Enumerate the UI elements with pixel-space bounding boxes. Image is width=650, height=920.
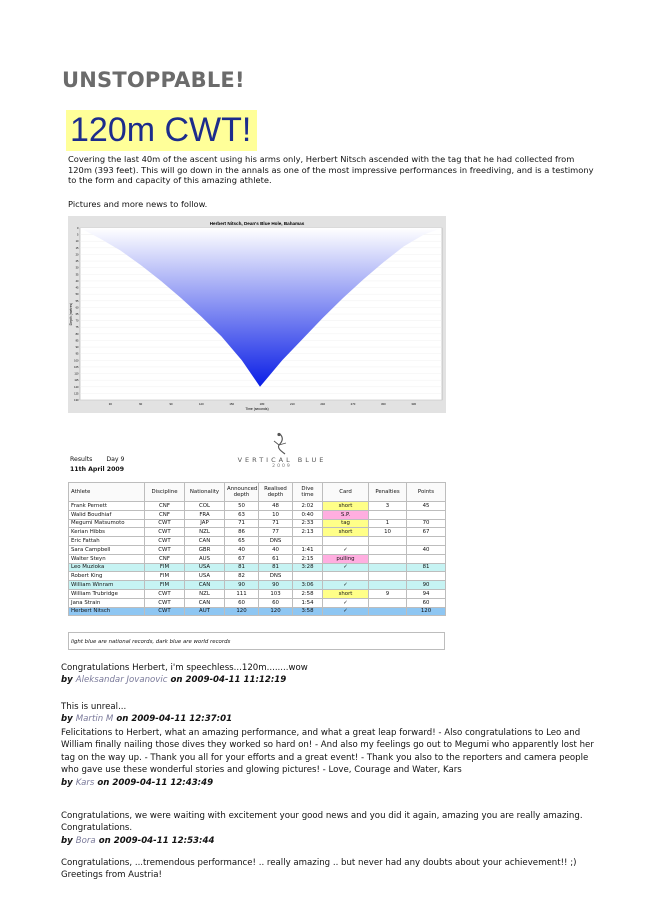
y-tick-label: 35 xyxy=(75,273,79,277)
cell-discipline: CWT xyxy=(145,537,185,546)
comment xyxy=(61,857,601,882)
cell-athlete: Megumi Matsumoto xyxy=(69,519,145,528)
cell-penalties xyxy=(369,598,407,607)
cell-points xyxy=(407,510,446,519)
cell-points: 67 xyxy=(407,528,446,537)
cell-announced: 82 xyxy=(225,572,259,581)
cell-penalties xyxy=(369,545,407,554)
cell-realised: DNS xyxy=(259,572,293,581)
cell-nationality: COL xyxy=(185,502,225,511)
byline-prefix: by xyxy=(61,675,76,686)
cell-points: 90 xyxy=(407,581,446,590)
cell-discipline: CWT xyxy=(145,598,185,607)
cell-time: 2:58 xyxy=(293,589,323,598)
x-tick-label: 330 xyxy=(411,402,417,406)
table-row xyxy=(69,528,446,537)
cell-realised: 103 xyxy=(259,589,293,598)
results-heading xyxy=(70,455,124,475)
cell-nationality: USA xyxy=(185,563,225,572)
y-tick-label: 80 xyxy=(75,332,79,336)
cell-points: 70 xyxy=(407,519,446,528)
x-tick-label: 180 xyxy=(259,402,265,406)
y-tick-label: 125 xyxy=(74,392,79,396)
cell-points xyxy=(407,537,446,546)
cell-discipline: FIM xyxy=(145,572,185,581)
cell-announced: 90 xyxy=(225,581,259,590)
cell-athlete: Robert King xyxy=(69,572,145,581)
table-row xyxy=(69,563,446,572)
comment-text: Felicitations to Herbert, what an amazing performance, and what a great leap forward! - Also congratulations to Leo and William finally nailing those dives they worked so hard on! - And also my feelings go out to Megumi who apparently lost her tag on the way up. - Thank you all for your efforts and a great event! - Thank you also to the reporters and camera people who gave use these wonderful stories and glowing pictures! - Love, Courage and Water, Kars xyxy=(61,728,594,776)
cell-card: ✓ xyxy=(323,598,369,607)
cell-nationality: CAN xyxy=(185,598,225,607)
cell-card: short xyxy=(323,502,369,511)
x-tick-label: 30 xyxy=(108,402,112,406)
cell-realised: 77 xyxy=(259,528,293,537)
comment-byline xyxy=(61,674,601,686)
cell-points: 60 xyxy=(407,598,446,607)
cell-card xyxy=(323,537,369,546)
cell-announced: 111 xyxy=(225,589,259,598)
y-tick-label: 115 xyxy=(74,379,79,383)
results-header-row xyxy=(69,483,446,502)
comment-text: Congratulations, ...tremendous performance! .. really amazing .. but never had any doubts about your achievement!! ;) Greetings from Austria! xyxy=(61,858,577,881)
y-tick-label: 45 xyxy=(75,286,79,290)
cell-discipline: CNF xyxy=(145,502,185,511)
cell-athlete: Leo Muzioka xyxy=(69,563,145,572)
cell-athlete: William Winram xyxy=(69,581,145,590)
cell-penalties: 10 xyxy=(369,528,407,537)
cell-announced: 40 xyxy=(225,545,259,554)
comment-timestamp: on 2009-04-11 12:53:44 xyxy=(95,835,215,846)
column-header: Points xyxy=(407,483,446,502)
comment-timestamp: on 2009-04-11 12:43:49 xyxy=(94,777,214,788)
column-header: Penalties xyxy=(369,483,407,502)
comment xyxy=(61,727,601,789)
cell-card: ✓ xyxy=(323,607,369,616)
cell-card: ✓ xyxy=(323,581,369,590)
y-tick-label: 0 xyxy=(77,227,79,230)
cell-announced: 50 xyxy=(225,502,259,511)
headline: 120m CWT! xyxy=(66,110,257,151)
cell-announced: 65 xyxy=(225,537,259,546)
cell-points: 81 xyxy=(407,563,446,572)
table-row xyxy=(69,589,446,598)
cell-discipline: CWT xyxy=(145,528,185,537)
cell-penalties xyxy=(369,537,407,546)
cell-nationality: GBR xyxy=(185,545,225,554)
cell-athlete: Herbert Nitsch xyxy=(69,607,145,616)
x-tick-label: 150 xyxy=(229,402,235,406)
column-header: Realised depth xyxy=(259,483,293,502)
x-tick-label: 210 xyxy=(290,402,295,406)
table-row xyxy=(69,581,446,590)
cell-card: tag xyxy=(323,519,369,528)
cell-card: short xyxy=(323,589,369,598)
cell-penalties: 9 xyxy=(369,589,407,598)
results-legend: light blue are national records, dark blue are world records xyxy=(68,632,445,650)
comment xyxy=(61,701,601,726)
cell-announced: 63 xyxy=(225,510,259,519)
cell-time: 2:15 xyxy=(293,554,323,563)
cell-points: 45 xyxy=(407,502,446,511)
y-tick-label: 60 xyxy=(75,306,79,310)
cell-penalties: 1 xyxy=(369,519,407,528)
dive-profile-svg xyxy=(68,216,446,413)
byline-prefix: by xyxy=(61,835,76,846)
column-header: Discipline xyxy=(145,483,185,502)
cell-nationality: JAP xyxy=(185,519,225,528)
table-row xyxy=(69,537,446,546)
cell-time: 0:40 xyxy=(293,510,323,519)
logo-year: 2009 xyxy=(272,464,292,469)
page-title: UNSTOPPABLE! xyxy=(62,68,245,92)
cell-realised: 120 xyxy=(259,607,293,616)
cell-announced: 120 xyxy=(225,607,259,616)
cell-points: 40 xyxy=(407,545,446,554)
cell-penalties xyxy=(369,554,407,563)
cell-athlete: Walter Steyn xyxy=(69,554,145,563)
comment-author-link[interactable]: Martin M xyxy=(75,714,114,725)
results-day: Day 9 xyxy=(106,456,125,463)
column-header: Card xyxy=(323,483,369,502)
y-tick-label: 40 xyxy=(75,279,79,283)
cell-realised: 81 xyxy=(259,563,293,572)
comment-byline xyxy=(61,835,601,847)
dive-profile-chart xyxy=(68,216,446,413)
cell-announced: 81 xyxy=(225,563,259,572)
cell-nationality: NZL xyxy=(185,589,225,598)
cell-athlete: Eric Fattah xyxy=(69,537,145,546)
cell-time: 2:33 xyxy=(293,519,323,528)
cell-announced: 86 xyxy=(225,528,259,537)
comment-byline xyxy=(61,713,601,725)
cell-time: 2:13 xyxy=(293,528,323,537)
cell-athlete: Walid Boudhiaf xyxy=(69,510,145,519)
table-row xyxy=(69,545,446,554)
comment xyxy=(61,810,601,847)
chart-y-label: Depth (metres) xyxy=(69,302,73,326)
cell-time: 3:58 xyxy=(293,607,323,616)
x-tick-label: 240 xyxy=(320,402,326,406)
y-tick-label: 85 xyxy=(75,339,79,343)
comment-author-link[interactable]: Aleksandar Jovanovic xyxy=(75,675,168,686)
x-tick-label: 90 xyxy=(169,402,173,406)
table-row xyxy=(69,502,446,511)
comment-text: Congratulations Herbert, i'm speechless...120m........wow xyxy=(61,663,308,673)
cell-discipline: CNF xyxy=(145,510,185,519)
cell-time: 3:28 xyxy=(293,563,323,572)
cell-penalties xyxy=(369,563,407,572)
y-tick-label: 25 xyxy=(75,260,79,264)
logo-text: VERTICAL BLUE xyxy=(237,456,327,464)
cell-discipline: FIM xyxy=(145,581,185,590)
more-news-note: Pictures and more news to follow. xyxy=(68,199,208,209)
comment-timestamp: on 2009-04-11 11:12:19 xyxy=(167,675,287,686)
y-tick-label: 95 xyxy=(75,352,79,356)
cell-points: 120 xyxy=(407,607,446,616)
cell-discipline: CWT xyxy=(145,607,185,616)
cell-time: 3:06 xyxy=(293,581,323,590)
y-tick-label: 110 xyxy=(74,372,79,376)
comment xyxy=(61,662,601,687)
cell-points xyxy=(407,572,446,581)
cell-card: ✓ xyxy=(323,563,369,572)
cell-discipline: CWT xyxy=(145,519,185,528)
y-tick-label: 20 xyxy=(75,253,79,257)
y-tick-label: 50 xyxy=(75,293,79,297)
chart-x-label: Time (seconds) xyxy=(245,407,269,411)
cell-time: 2:02 xyxy=(293,502,323,511)
cell-nationality: CAN xyxy=(185,581,225,590)
cell-athlete: Frank Pernett xyxy=(69,502,145,511)
y-tick-label: 65 xyxy=(75,313,79,316)
y-tick-label: 105 xyxy=(74,365,79,369)
y-tick-label: 10 xyxy=(75,240,79,244)
cell-time: 1:54 xyxy=(293,598,323,607)
cell-nationality: CAN xyxy=(185,537,225,546)
cell-time: 1:41 xyxy=(293,545,323,554)
y-tick-label: 15 xyxy=(75,246,79,250)
column-header: Dive time xyxy=(293,483,323,502)
comment-text: This is unreal... xyxy=(61,702,127,712)
cell-penalties xyxy=(369,572,407,581)
results-date: 11th April 2009 xyxy=(70,466,125,473)
cell-points xyxy=(407,554,446,563)
cell-realised: DNS xyxy=(259,537,293,546)
cell-card: short xyxy=(323,528,369,537)
cell-realised: 61 xyxy=(259,554,293,563)
column-header: Athlete xyxy=(69,483,145,502)
cell-realised: 48 xyxy=(259,502,293,511)
x-tick-label: 270 xyxy=(350,402,356,406)
cell-realised: 60 xyxy=(259,598,293,607)
cell-announced: 71 xyxy=(225,519,259,528)
cell-penalties xyxy=(369,510,407,519)
cell-announced: 60 xyxy=(225,598,259,607)
cell-time xyxy=(293,572,323,581)
cell-card xyxy=(323,572,369,581)
cell-realised: 71 xyxy=(259,519,293,528)
results-body xyxy=(69,502,446,616)
cell-discipline: CWT xyxy=(145,545,185,554)
cell-announced: 67 xyxy=(225,554,259,563)
cell-realised: 90 xyxy=(259,581,293,590)
cell-card: pulling xyxy=(323,554,369,563)
cell-athlete: Jana Strain xyxy=(69,598,145,607)
cell-realised: 10 xyxy=(259,510,293,519)
cell-discipline: FIM xyxy=(145,563,185,572)
y-tick-label: 100 xyxy=(74,359,79,363)
x-tick-label: 60 xyxy=(139,402,143,406)
comment-author-link[interactable]: Kars xyxy=(75,777,95,788)
cell-athlete: William Trubridge xyxy=(69,589,145,598)
comment-timestamp: on 2009-04-11 12:37:01 xyxy=(113,714,233,725)
comment-author-link[interactable]: Bora xyxy=(75,835,96,846)
cell-realised: 40 xyxy=(259,545,293,554)
cell-nationality: USA xyxy=(185,572,225,581)
table-row xyxy=(69,554,446,563)
cell-penalties: 3 xyxy=(369,502,407,511)
y-tick-label: 70 xyxy=(75,319,79,323)
table-row xyxy=(69,519,446,528)
cell-nationality: NZL xyxy=(185,528,225,537)
cell-nationality: AUS xyxy=(185,554,225,563)
diver-icon xyxy=(232,432,332,458)
cell-card: S.P. xyxy=(323,510,369,519)
results-table xyxy=(68,482,446,616)
cell-athlete: Sara Campbell xyxy=(69,545,145,554)
intro-paragraph: Covering the last 40m of the ascent using his arms only, Herbert Nitsch ascended with the tag that he had collected from 120m (393 feet). This will go down in the annals as one of the most impressive performances in freediving, and is a testimony to the form and capacity of this amazing athlete. xyxy=(68,154,594,186)
byline-prefix: by xyxy=(61,714,76,725)
cell-penalties xyxy=(369,607,407,616)
y-tick-label: 75 xyxy=(75,326,79,330)
byline-prefix: by xyxy=(61,777,76,788)
x-tick-label: 300 xyxy=(381,402,386,406)
vertical-blue-logo xyxy=(232,432,332,474)
y-tick-label: 90 xyxy=(75,346,79,350)
cell-time xyxy=(293,537,323,546)
comment-byline xyxy=(61,777,601,789)
cell-points: 94 xyxy=(407,589,446,598)
x-tick-label: 120 xyxy=(199,402,204,406)
cell-discipline: CWT xyxy=(145,589,185,598)
y-tick-label: 55 xyxy=(75,299,79,303)
column-header: Nationality xyxy=(185,483,225,502)
y-tick-label: 130 xyxy=(74,399,79,402)
table-row xyxy=(69,510,446,519)
y-tick-label: 30 xyxy=(75,266,79,270)
cell-nationality: FRA xyxy=(185,510,225,519)
comment-text: Congratulations, we were waiting with excitement your good news and you did it again, amazing you are really amazing. Congratulations. xyxy=(61,811,583,834)
y-tick-label: 120 xyxy=(74,385,79,389)
table-row xyxy=(69,572,446,581)
chart-title: Herbert Nitsch, Dean's Blue Hole, Bahamas xyxy=(209,221,305,226)
table-row xyxy=(69,598,446,607)
table-row xyxy=(69,607,446,616)
y-tick-label: 5 xyxy=(77,233,79,237)
column-header: Announced depth xyxy=(225,483,259,502)
cell-card: ✓ xyxy=(323,545,369,554)
cell-discipline: CNF xyxy=(145,554,185,563)
cell-penalties xyxy=(369,581,407,590)
results-title: Results xyxy=(70,456,93,463)
cell-athlete: Kerian Hibbs xyxy=(69,528,145,537)
cell-nationality: AUT xyxy=(185,607,225,616)
